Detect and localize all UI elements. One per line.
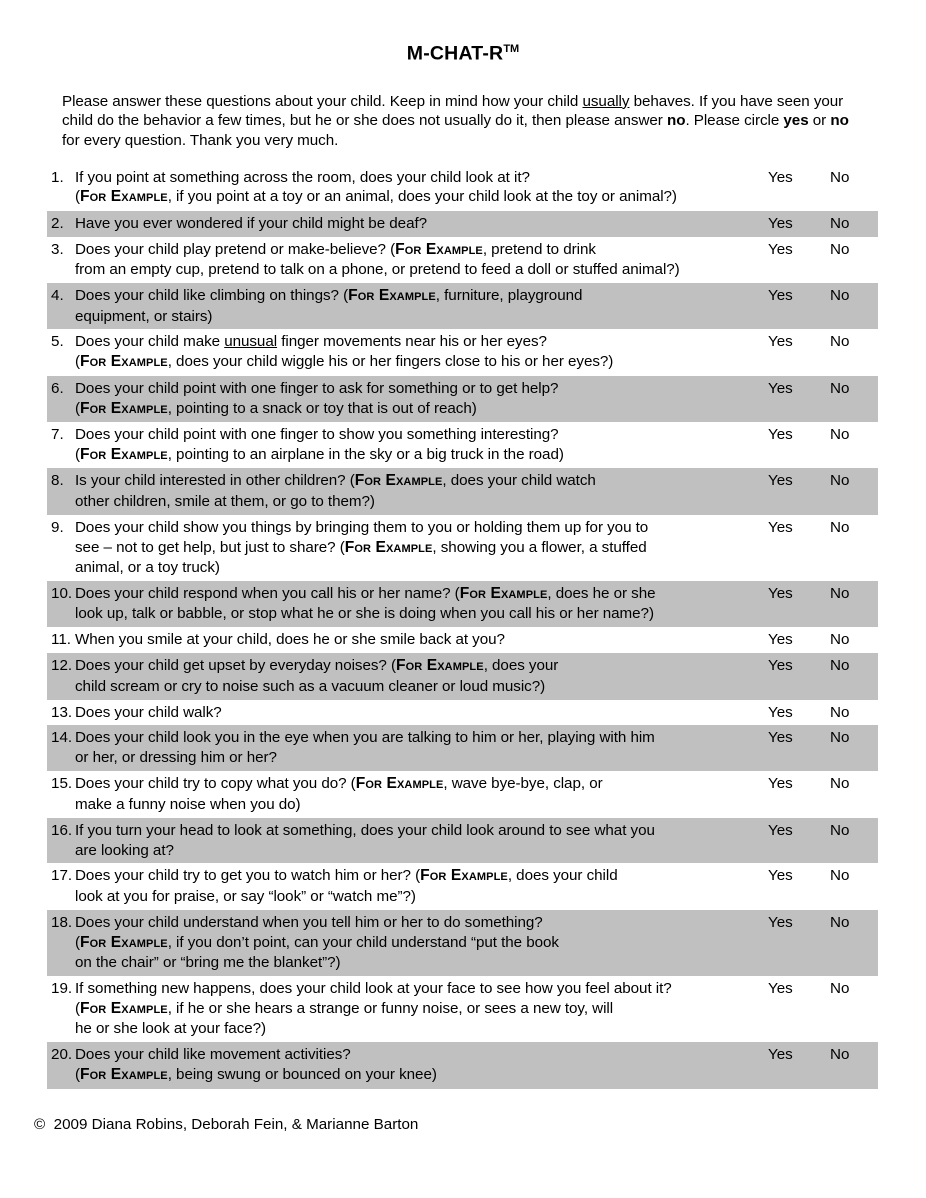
for-example-label: For Example — [395, 240, 483, 258]
answer-no-option[interactable]: No — [830, 913, 850, 931]
for-example-label: For Example — [354, 472, 443, 490]
answer-no-option[interactable]: No — [830, 867, 850, 885]
question-text: If you turn your head to look at something, does your child look around to see what you are looking at? — [75, 821, 655, 859]
page-title — [407, 44, 519, 64]
question-row — [47, 165, 878, 211]
question-text: Does your child like movement activities? (For Example, being swung or bounced on your knee) — [75, 1046, 437, 1084]
answer-yes-option[interactable]: Yes — [768, 168, 793, 186]
answer-no-option[interactable]: No — [830, 775, 850, 793]
question-row — [47, 581, 878, 627]
question-row — [47, 627, 878, 653]
question-row — [47, 1042, 878, 1088]
intro-emphasis-usually: usually — [582, 92, 630, 110]
question-text: Does your child point with one finger to ask for something or to get help? (For Example, pointing to a snack or toy that is out of reach) — [75, 379, 559, 417]
answer-no-option[interactable]: No — [830, 168, 850, 186]
question-row — [47, 976, 878, 1042]
question-text: Does your child try to get you to watch him or her? (For Example, does your child look at you for praise, or say “look” or “watch me”?) — [75, 867, 618, 905]
answer-yes-option[interactable]: Yes — [768, 379, 793, 397]
question-text: Is your child interested in other children? (For Example, does your child watch other children, smile at them, or go to them?) — [75, 472, 596, 510]
question-row — [47, 376, 878, 422]
answer-no-option[interactable]: No — [830, 585, 850, 602]
question-number: 19. — [51, 979, 73, 997]
for-example-label: For Example — [395, 657, 484, 675]
copyright-text: 2009 Diana Robins, Deborah Fein, & Marianne Barton — [53, 1115, 419, 1133]
answer-no-option[interactable]: No — [830, 379, 850, 397]
question-text: Does your child like climbing on things? (For Example, furniture, playground equipment, or stairs) — [75, 287, 583, 325]
copyright-footer — [34, 1115, 926, 1135]
question-text: Does your child try to copy what you do? (For Example, wave bye-bye, clap, or make a funny noise when you do) — [75, 775, 603, 813]
questionnaire-list — [0, 165, 926, 1089]
trademark-mark: TM — [503, 43, 520, 55]
answer-yes-option[interactable]: Yes — [768, 585, 793, 602]
for-example-label: For Example — [80, 399, 168, 417]
question-number: 7. — [51, 426, 64, 444]
question-number: 3. — [51, 240, 64, 258]
answer-no-option[interactable]: No — [830, 287, 850, 305]
intro-emphasis-no-1: no — [666, 112, 686, 130]
answer-yes-option[interactable]: Yes — [768, 287, 793, 305]
for-example-label: For Example — [348, 287, 436, 305]
answer-no-option[interactable]: No — [830, 472, 850, 490]
intro-text-2: behaves. If you have seen — [629, 92, 810, 110]
question-text: Does your child look you in the eye when you are talking to him or her, playing with him or her, or dressing him or her? — [75, 729, 655, 767]
question-row — [47, 237, 878, 283]
answer-no-option[interactable]: No — [830, 426, 850, 444]
answer-yes-option[interactable]: Yes — [768, 240, 793, 258]
answer-yes-option[interactable]: Yes — [768, 631, 793, 649]
question-text: Does your child get upset by everyday noises? (For Example, does your child scream or cry to noise such as a vacuum cleaner or loud music?) — [75, 657, 559, 695]
answer-yes-option[interactable]: Yes — [768, 913, 793, 931]
question-number: 8. — [51, 472, 64, 490]
intro-text-5: for every question. Thank you very much. — [62, 131, 339, 149]
question-text: Does your child show you things by bringing them to you or holding them up for you to see – not to get help, but just to share? (For Example, showing you a flower, a stuffed animal, or a toy truck) — [75, 518, 649, 577]
question-number: 14. — [51, 729, 73, 747]
answer-no-option[interactable]: No — [830, 214, 850, 232]
question-row — [47, 329, 878, 375]
question-row — [47, 771, 878, 817]
intro-emphasis-no-2: no — [830, 112, 849, 130]
question-number: 2. — [51, 214, 64, 232]
answer-yes-option[interactable]: Yes — [768, 472, 793, 490]
for-example-label: For Example — [80, 1066, 168, 1084]
for-example-label: For Example — [355, 775, 444, 793]
intro-text-4: . Please circle — [685, 112, 780, 130]
question-text: Does your child walk? — [75, 703, 222, 721]
question-text: Have you ever wondered if your child might be deaf? — [75, 214, 428, 232]
for-example-label: For Example — [459, 585, 548, 602]
answer-yes-option[interactable]: Yes — [768, 821, 793, 839]
answer-yes-option[interactable]: Yes — [768, 703, 793, 721]
answer-no-option[interactable]: No — [830, 979, 850, 997]
question-row — [47, 515, 878, 581]
answer-yes-option[interactable]: Yes — [768, 775, 793, 793]
question-number: 15. — [51, 775, 73, 793]
question-number: 4. — [51, 287, 64, 305]
question-text: Does your child understand when you tell him or her to do something? (For Example, if you don’t point, can your child understand “put the book on the chair” or “bring me the blanket”?) — [75, 913, 559, 972]
answer-no-option[interactable]: No — [830, 240, 850, 258]
answer-yes-option[interactable]: Yes — [768, 979, 793, 997]
question-number: 13. — [51, 703, 73, 721]
question-row — [47, 910, 878, 976]
for-example-label: For Example — [420, 867, 508, 885]
question-number: 6. — [51, 379, 64, 397]
answer-no-option[interactable]: No — [830, 333, 850, 351]
question-row — [47, 818, 878, 864]
intro-text-1: Please answer these questions about your child. Keep in mind how your child — [62, 92, 583, 110]
page-title-text: M-CHAT-R — [406, 42, 504, 65]
answer-yes-option[interactable]: Yes — [768, 1046, 793, 1064]
for-example-label: For Example — [80, 188, 168, 206]
question-text: Does your child make unusual finger movements near his or her eyes? (For Example, does your child wiggle his or her fingers close to his or her eyes?) — [75, 333, 614, 371]
for-example-label: For Example — [80, 446, 168, 464]
question-text: Does your child point with one finger to show you something interesting? (For Example, pointing to an airplane in the sky or a big truck in the road) — [75, 426, 564, 464]
question-number: 12. — [51, 657, 73, 675]
question-number: 5. — [51, 333, 64, 351]
answer-yes-option[interactable]: Yes — [768, 867, 793, 885]
question-number: 10. — [51, 585, 73, 602]
intro-text-or: or — [808, 112, 831, 130]
answer-no-option[interactable]: No — [830, 821, 850, 839]
question-text: If something new happens, does your child look at your face to see how you feel about it? (For Example, if he or she hears a strange or funny noise, or sees a new toy, will he or she look at your face?) — [75, 979, 672, 1038]
question-row — [47, 283, 878, 329]
question-text: Does your child respond when you call his or her name? (For Example, does he or she look up, talk or babble, or stop what he or she is doing when you call his or her name?) — [75, 585, 656, 623]
question-row — [47, 211, 878, 237]
copyright-icon: © — [34, 1115, 46, 1133]
question-text: Does your child play pretend or make-believe? (For Example, pretend to drink from an empty cup, pretend to talk on a phone, or pretend to feed a doll or stuffed animal?) — [75, 240, 680, 279]
answer-yes-option[interactable]: Yes — [768, 657, 793, 675]
question-row — [47, 863, 878, 909]
answer-no-option[interactable]: No — [830, 703, 850, 721]
question-row — [47, 468, 878, 514]
answer-no-option[interactable]: No — [830, 729, 850, 747]
question-number: 9. — [51, 518, 64, 536]
question-row — [47, 422, 878, 468]
answer-no-option[interactable]: No — [830, 1046, 850, 1064]
question-number: 17. — [51, 867, 73, 885]
answer-no-option[interactable]: No — [830, 631, 850, 649]
intro-emphasis-yes: yes — [783, 112, 809, 130]
question-row — [47, 700, 878, 726]
for-example-label: For Example — [80, 999, 168, 1017]
question-row — [47, 653, 878, 699]
question-text: If you point at something across the room, does your child look at it? (For Example, if you point at a toy or an animal, does your child look at the toy or animal?) — [75, 168, 677, 206]
answer-yes-option[interactable]: Yes — [768, 518, 793, 536]
question-number: 18. — [51, 913, 73, 931]
for-example-label: For Example — [344, 538, 433, 556]
answer-yes-option[interactable]: Yes — [768, 333, 793, 351]
answer-no-option[interactable]: No — [830, 518, 850, 536]
question-number: 1. — [51, 168, 64, 186]
question-row — [47, 725, 878, 771]
for-example-label: For Example — [80, 933, 168, 951]
answer-no-option[interactable]: No — [830, 657, 850, 675]
question-number: 16. — [51, 821, 73, 839]
for-example-label: For Example — [80, 353, 168, 371]
answer-yes-option[interactable]: Yes — [768, 729, 793, 747]
question-number: 11. — [51, 631, 71, 649]
title-container — [0, 0, 926, 65]
emphasis-underline: unusual — [224, 333, 278, 351]
instructions-paragraph — [62, 92, 856, 151]
answer-yes-option[interactable]: Yes — [768, 426, 793, 444]
answer-yes-option[interactable]: Yes — [768, 214, 793, 232]
question-text: When you smile at your child, does he or she smile back at you? — [75, 631, 505, 649]
intro-text-3: your child do the behavior a few times, but he or she does not usually do it, then please answer — [62, 92, 844, 130]
question-number: 20. — [51, 1046, 73, 1064]
